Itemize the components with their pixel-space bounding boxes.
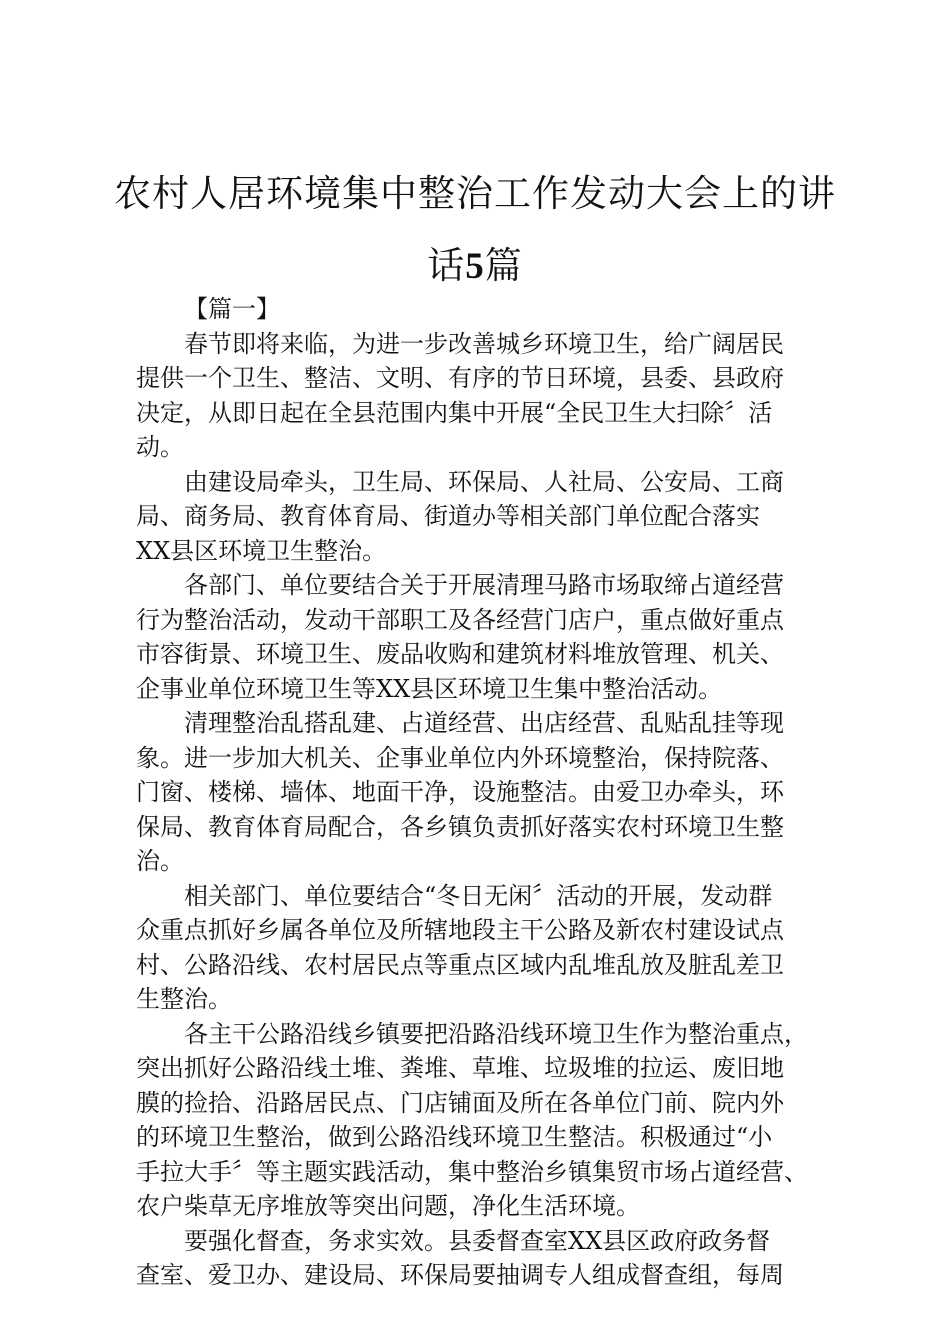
document-body (136, 292, 826, 1293)
document-title (110, 158, 840, 303)
paragraph-6: 各主干公路沿线乡镇要把沿路沿线环境卫生作为整治重点， 突出抓好公路沿线土堆、粪堆、草堆、垃圾堆的拉运、废旧地 膜的捡拾、沿路居民点、门店铺面及所在各单位门前、院内外 的环境卫生整治，做到公路沿线环境卫生整洁。积极通过“小 手拉大手〞等主题实践活动，集中整治乡镇集贸市场占道经营、 农户柴草无序堆放等突出问题，净化生活环境。 (136, 1019, 808, 1220)
paragraph-4: 清理整治乱搭乱建、占道经营、出店经营、乱贴乱挂等现 象。进一步加大机关、企事业单位内外环境整治，保持院落、 门窗、楼梯、墙体、地面干净，设施整洁。由爱卫办牵头，环 保局、教育体育局配合，各乡镇负责抓好落实农村环境卫生整 治。 (136, 709, 784, 875)
paragraph-2: 由建设局牵头，卫生局、环保局、人社局、公安局、工商 局、商务局、教育体育局、街道办等相关部门单位配合落实 XX县区环境卫生整治。 (136, 467, 784, 565)
title-suffix: 篇 (484, 244, 523, 287)
paragraph-7: 要强化督查，务求实效。县委督查室XX县区政府政务督 查室、爱卫办、建设局、环保局要抽调专人组成督查组，每周 (136, 1226, 784, 1289)
paragraph-1: 春节即将来临，为进一步改善城乡环境卫生，给广阔居民 提供一个卫生、整洁、文明、有序的节日环境，县委、县政府 决定，从即日起在全县范围内集中开展“全民卫生大扫除〞活 动。 (136, 329, 784, 461)
paragraph-3: 各部门、单位要结合关于开展清理马路市场取缔占道经营 行为整治活动，发动干部职工及各经营门店户，重点做好重点 市容街景、环境卫生、废品收购和建筑材料堆放管理、机关、 企事业单位环境卫生等XX县区环境卫生集中整治活动。 (136, 571, 784, 703)
title-line-1: 农村人居环境集中整治工作发动大会上的讲 (114, 172, 836, 215)
paragraph-5: 相关部门、单位要结合“冬日无闲〞活动的开展，发动群 众重点抓好乡属各单位及所辖地段主干公路及新农村建设试点 村、公路沿线、农村居民点等重点区域内乱堆乱放及脏乱差卫 生整治。 (136, 881, 784, 1013)
title-prefix: 话 (427, 244, 466, 287)
title-number: 5 (465, 246, 485, 287)
section-label: 【篇一】 (184, 295, 280, 323)
